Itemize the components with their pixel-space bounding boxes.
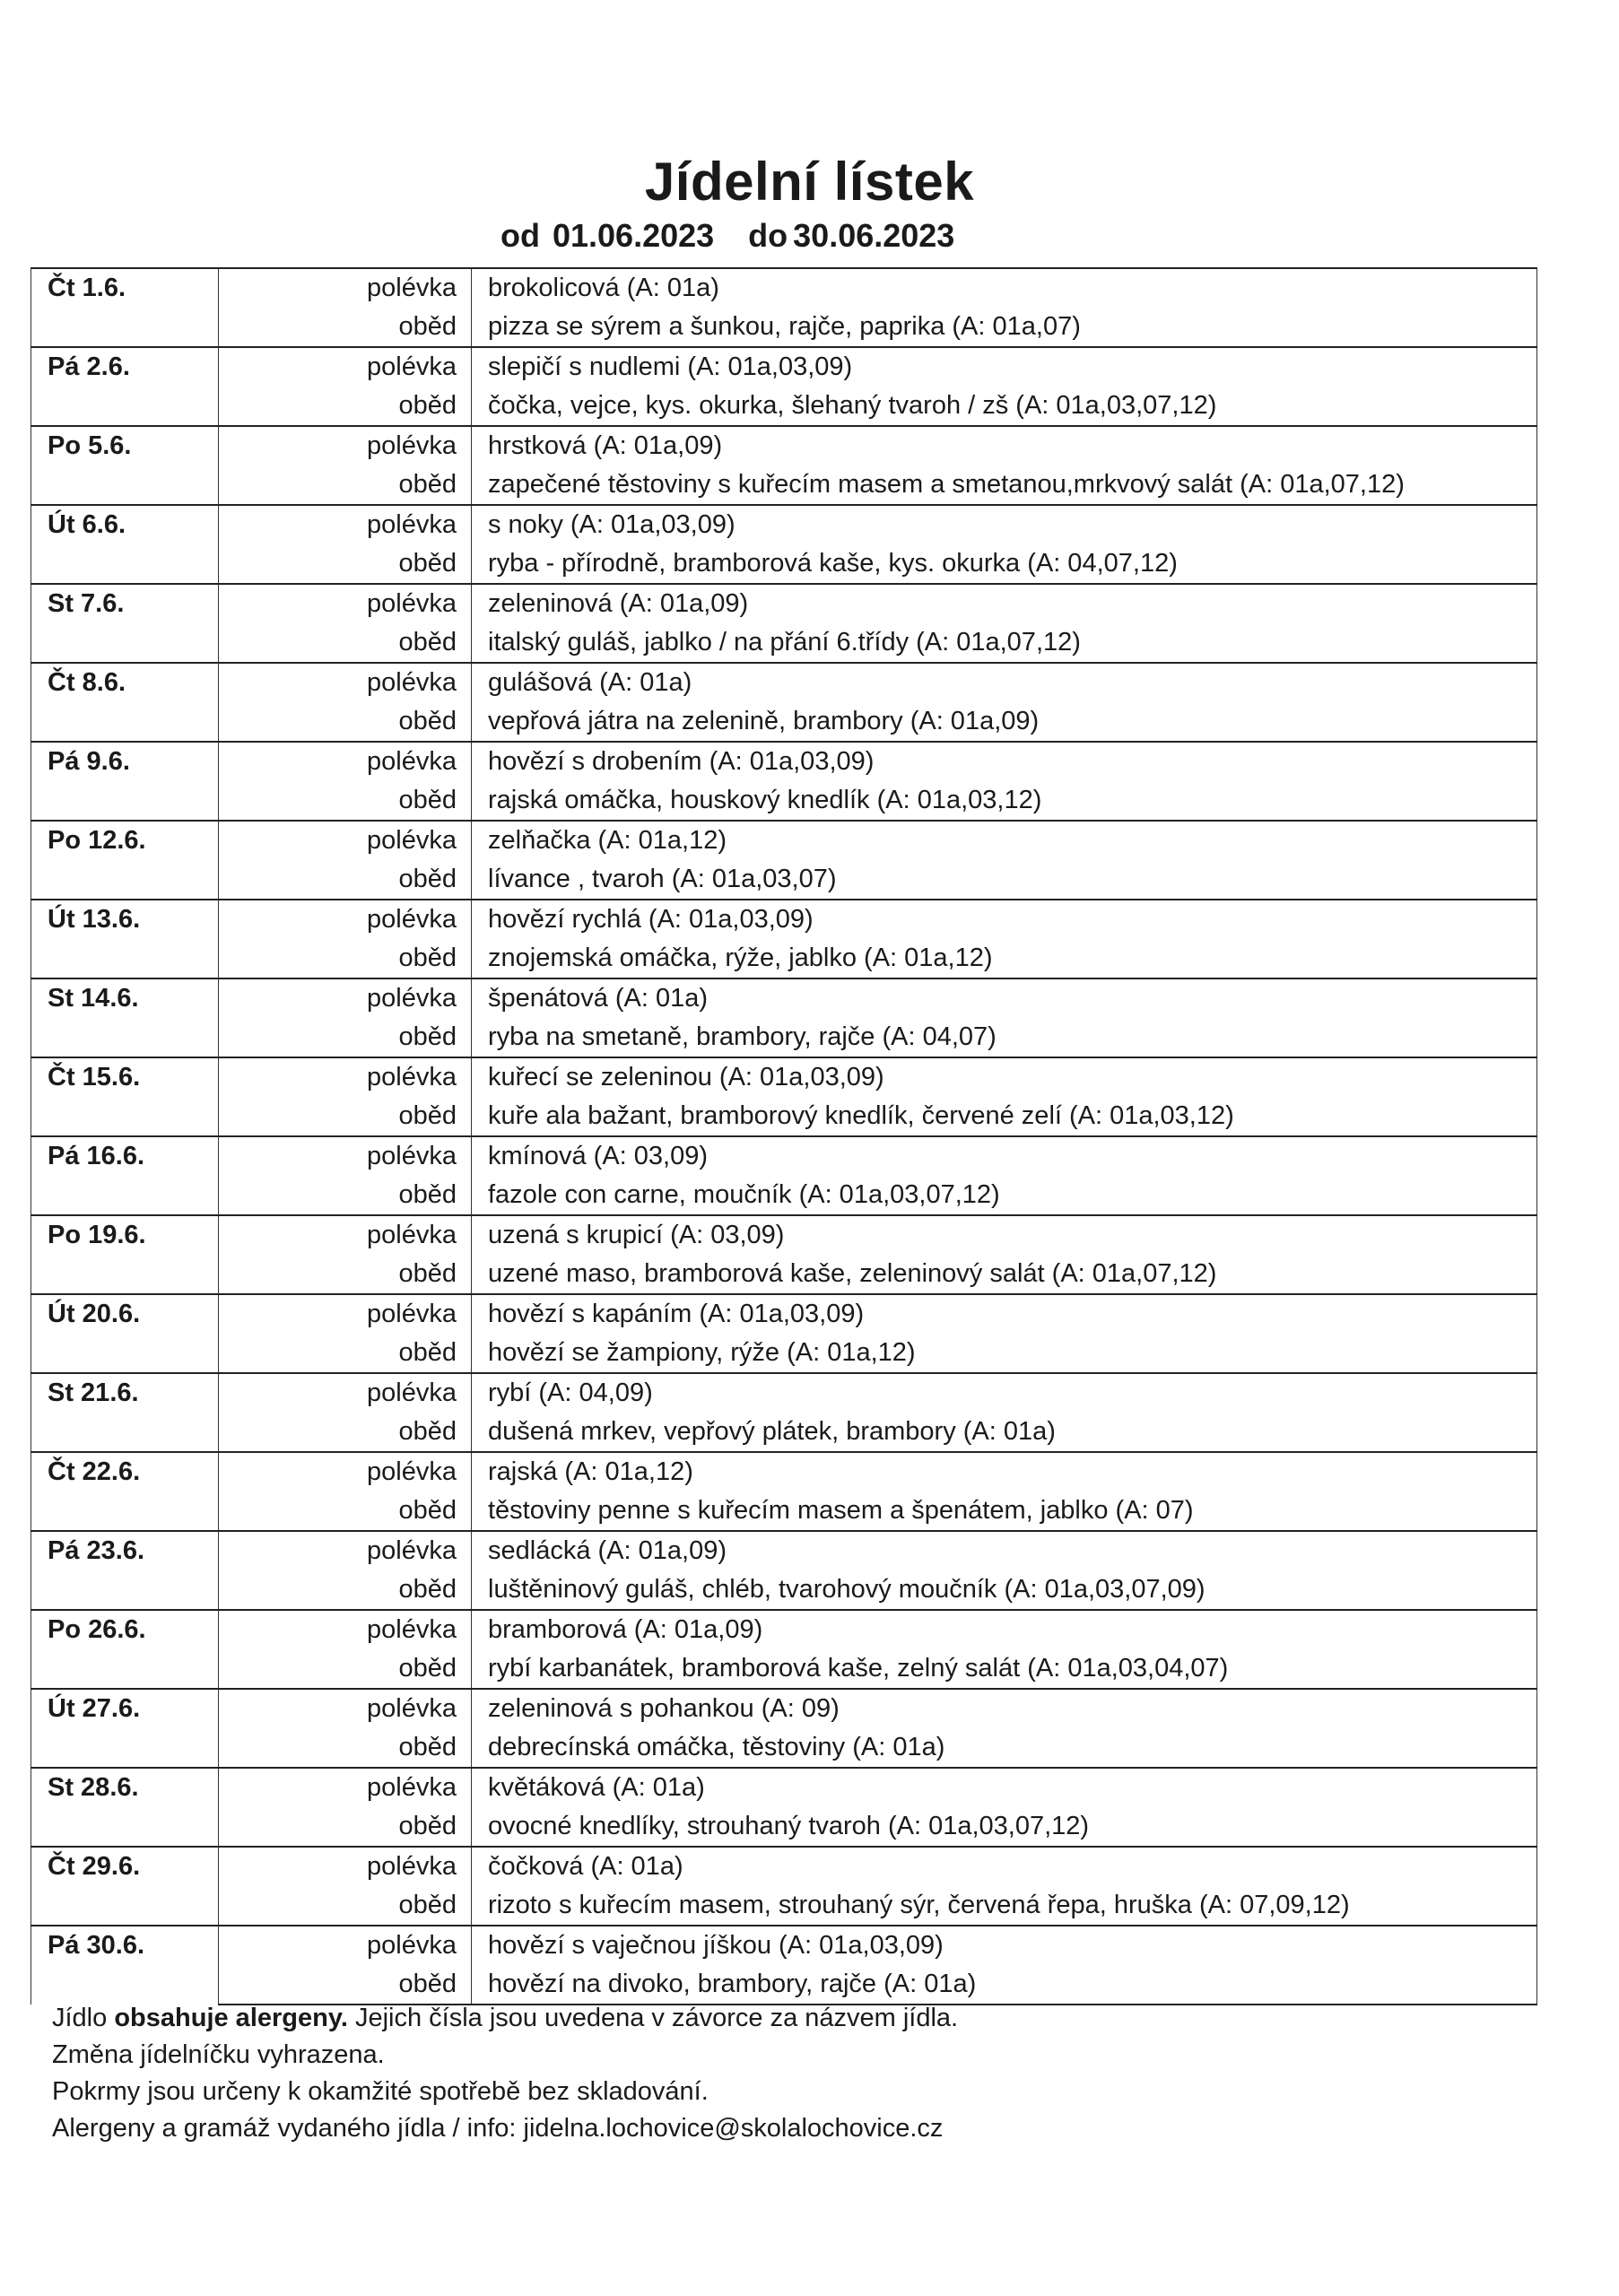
menu-row-lunch	[31, 1570, 1537, 1610]
menu-row-lunch	[31, 1334, 1537, 1373]
menu-row-lunch	[31, 1176, 1537, 1215]
day-cell: Po 26.6.	[31, 1610, 219, 1689]
lunch-dish: hovězí se žampiony, rýže (A: 01a,12)	[472, 1334, 1537, 1373]
menu-row-soup	[31, 505, 1537, 544]
notes	[52, 2000, 958, 2147]
soup-label: polévka	[219, 1768, 472, 1807]
lunch-label: oběd	[219, 544, 472, 584]
day-cell: St 21.6.	[31, 1373, 219, 1452]
note-allergens-end: Jejich čísla jsou uvedena v závorce za názvem jídla.	[354, 2004, 959, 2032]
soup-label: polévka	[219, 1610, 472, 1649]
menu-row-soup	[31, 584, 1537, 623]
lunch-dish: luštěninový guláš, chléb, tvarohový moučník (A: 01a,03,07,09)	[472, 1570, 1537, 1610]
soup-label: polévka	[219, 978, 472, 1018]
lunch-dish: zapečené těstoviny s kuřecím masem a smetanou,mrkvový salát (A: 01a,07,12)	[472, 465, 1537, 505]
to-date: 30.06.2023	[793, 217, 955, 254]
soup-dish: kuřecí se zeleninou (A: 01a,03,09)	[472, 1057, 1537, 1097]
lunch-label: oběd	[219, 702, 472, 742]
soup-label: polévka	[219, 1057, 472, 1097]
menu-row-lunch	[31, 1255, 1537, 1294]
lunch-dish: kuře ala bažant, bramborový knedlík, červené zelí (A: 01a,03,12)	[472, 1097, 1537, 1136]
menu-table-body	[31, 268, 1537, 2005]
day-cell: Pá 16.6.	[31, 1136, 219, 1215]
soup-dish: brokolicová (A: 01a)	[472, 268, 1537, 308]
menu-table	[30, 267, 1537, 2005]
menu-row-soup	[31, 1057, 1537, 1097]
day-cell: St 7.6.	[31, 584, 219, 663]
menu-row-lunch	[31, 544, 1537, 584]
menu-row-soup	[31, 821, 1537, 860]
soup-label: polévka	[219, 1452, 472, 1492]
lunch-label: oběd	[219, 1649, 472, 1689]
lunch-label: oběd	[219, 465, 472, 505]
lunch-dish: pizza se sýrem a šunkou, rajče, paprika (A: 01a,07)	[472, 308, 1537, 347]
soup-label: polévka	[219, 426, 472, 465]
soup-label: polévka	[219, 1373, 472, 1413]
day-cell: Po 12.6.	[31, 821, 219, 900]
soup-label: polévka	[219, 1689, 472, 1728]
soup-dish: zeleninová s pohankou (A: 09)	[472, 1689, 1537, 1728]
menu-row-lunch	[31, 1097, 1537, 1136]
soup-label: polévka	[219, 1926, 472, 1965]
lunch-label: oběd	[219, 939, 472, 978]
note-contact: Alergeny a gramáž vydaného jídla / info: jidelna.lochovice@skolalochovice.cz	[52, 2114, 944, 2143]
soup-label: polévka	[219, 505, 472, 544]
soup-dish: bramborová (A: 01a,09)	[472, 1610, 1537, 1649]
lunch-dish: hovězí na divoko, brambory, rajče (A: 01a)	[472, 1965, 1537, 2005]
menu-row-soup	[31, 1531, 1537, 1570]
soup-dish: špenátová (A: 01a)	[472, 978, 1537, 1018]
menu-row-lunch	[31, 939, 1537, 978]
lunch-label: oběd	[219, 860, 472, 900]
soup-dish: květáková (A: 01a)	[472, 1768, 1537, 1807]
lunch-dish: ovocné knedlíky, strouhaný tvaroh (A: 01a,03,07,12)	[472, 1807, 1537, 1847]
soup-label: polévka	[219, 1294, 472, 1334]
menu-row-lunch	[31, 860, 1537, 900]
lunch-label: oběd	[219, 1176, 472, 1215]
lunch-dish: lívance , tvaroh (A: 01a,03,07)	[472, 860, 1537, 900]
soup-label: polévka	[219, 1136, 472, 1176]
lunch-label: oběd	[219, 1570, 472, 1610]
menu-row-lunch	[31, 308, 1537, 347]
soup-dish: s noky (A: 01a,03,09)	[472, 505, 1537, 544]
menu-row-soup	[31, 1610, 1537, 1649]
day-cell: Pá 9.6.	[31, 742, 219, 821]
lunch-dish: italský guláš, jablko / na přání 6.třídy (A: 01a,07,12)	[472, 623, 1537, 663]
menu-row-soup	[31, 900, 1537, 939]
menu-row-soup	[31, 663, 1537, 702]
menu-row-lunch	[31, 1965, 1537, 2005]
soup-label: polévka	[219, 268, 472, 308]
lunch-dish: fazole con carne, moučník (A: 01a,03,07,12)	[472, 1176, 1537, 1215]
lunch-dish: rizoto s kuřecím masem, strouhaný sýr, červená řepa, hruška (A: 07,09,12)	[472, 1886, 1537, 1926]
lunch-dish: čočka, vejce, kys. okurka, šlehaný tvaroh / zš (A: 01a,03,07,12)	[472, 387, 1537, 426]
menu-row-lunch	[31, 781, 1537, 821]
menu-row-soup	[31, 268, 1537, 308]
note-allergens-start: Jídlo	[52, 2004, 108, 2032]
soup-dish: hrstková (A: 01a,09)	[472, 426, 1537, 465]
note-allergens	[52, 2000, 958, 2037]
menu-row-lunch	[31, 1492, 1537, 1531]
soup-label: polévka	[219, 663, 472, 702]
lunch-label: oběd	[219, 308, 472, 347]
menu-row-lunch	[31, 1018, 1537, 1057]
soup-dish: hovězí rychlá (A: 01a,03,09)	[472, 900, 1537, 939]
soup-dish: zeleninová (A: 01a,09)	[472, 584, 1537, 623]
soup-label: polévka	[219, 584, 472, 623]
lunch-dish: rajská omáčka, houskový knedlík (A: 01a,03,12)	[472, 781, 1537, 821]
menu-row-soup	[31, 742, 1537, 781]
lunch-dish: vepřová játra na zelenině, brambory (A: 01a,09)	[472, 702, 1537, 742]
lunch-label: oběd	[219, 1255, 472, 1294]
day-cell: Út 27.6.	[31, 1689, 219, 1768]
soup-dish: hovězí s kapáním (A: 01a,03,09)	[472, 1294, 1537, 1334]
soup-dish: uzená s krupicí (A: 03,09)	[472, 1215, 1537, 1255]
day-cell: Čt 15.6.	[31, 1057, 219, 1136]
soup-label: polévka	[219, 1215, 472, 1255]
day-cell: Čt 1.6.	[31, 268, 219, 347]
page-title: Jídelní lístek	[644, 152, 975, 212]
day-cell: Út 13.6.	[31, 900, 219, 978]
date-range	[500, 217, 954, 255]
soup-dish: hovězí s drobením (A: 01a,03,09)	[472, 742, 1537, 781]
lunch-dish: rybí karbanátek, bramborová kaše, zelný salát (A: 01a,03,04,07)	[472, 1649, 1537, 1689]
lunch-label: oběd	[219, 781, 472, 821]
day-cell: Pá 2.6.	[31, 347, 219, 426]
lunch-label: oběd	[219, 1097, 472, 1136]
soup-label: polévka	[219, 742, 472, 781]
from-label: od	[500, 217, 540, 254]
soup-dish: rybí (A: 04,09)	[472, 1373, 1537, 1413]
soup-dish: hovězí s vaječnou jíškou (A: 01a,03,09)	[472, 1926, 1537, 1965]
note-consumption: Pokrmy jsou určeny k okamžité spotřebě bez skladování.	[52, 2077, 709, 2106]
lunch-dish: ryba - přírodně, bramborová kaše, kys. okurka (A: 04,07,12)	[472, 544, 1537, 584]
lunch-label: oběd	[219, 1018, 472, 1057]
day-cell: Po 19.6.	[31, 1215, 219, 1294]
menu-row-lunch	[31, 465, 1537, 505]
menu-row-lunch	[31, 1886, 1537, 1926]
menu-row-soup	[31, 1294, 1537, 1334]
lunch-label: oběd	[219, 1886, 472, 1926]
day-cell: Čt 22.6.	[31, 1452, 219, 1531]
soup-label: polévka	[219, 900, 472, 939]
lunch-label: oběd	[219, 1413, 472, 1452]
lunch-dish: ryba na smetaně, brambory, rajče (A: 04,07)	[472, 1018, 1537, 1057]
menu-row-soup	[31, 426, 1537, 465]
day-cell: St 28.6.	[31, 1768, 219, 1847]
lunch-label: oběd	[219, 1492, 472, 1531]
menu-row-lunch	[31, 1649, 1537, 1689]
day-cell: Pá 23.6.	[31, 1531, 219, 1610]
menu-row-soup	[31, 1136, 1537, 1176]
menu-row-soup	[31, 1847, 1537, 1886]
menu-row-soup	[31, 978, 1537, 1018]
lunch-label: oběd	[219, 1807, 472, 1847]
lunch-dish: těstoviny penne s kuřecím masem a špenátem, jablko (A: 07)	[472, 1492, 1537, 1531]
menu-row-lunch	[31, 1807, 1537, 1847]
day-cell: St 14.6.	[31, 978, 219, 1057]
menu-row-soup	[31, 347, 1537, 387]
lunch-label: oběd	[219, 623, 472, 663]
day-cell: Čt 8.6.	[31, 663, 219, 742]
menu-row-lunch	[31, 702, 1537, 742]
menu-row-lunch	[31, 623, 1537, 663]
soup-dish: gulášová (A: 01a)	[472, 663, 1537, 702]
menu-row-soup	[31, 1373, 1537, 1413]
menu-row-lunch	[31, 387, 1537, 426]
lunch-label: oběd	[219, 387, 472, 426]
menu-row-soup	[31, 1689, 1537, 1728]
day-cell: Čt 29.6.	[31, 1847, 219, 1926]
note-change: Změna jídelníčku vyhrazena.	[52, 2040, 385, 2069]
soup-dish: rajská (A: 01a,12)	[472, 1452, 1537, 1492]
lunch-dish: uzené maso, bramborová kaše, zeleninový salát (A: 01a,07,12)	[472, 1255, 1537, 1294]
soup-dish: sedlácká (A: 01a,09)	[472, 1531, 1537, 1570]
day-cell: Út 6.6.	[31, 505, 219, 584]
from-date: 01.06.2023	[552, 217, 715, 254]
soup-dish: kmínová (A: 03,09)	[472, 1136, 1537, 1176]
soup-label: polévka	[219, 347, 472, 387]
menu-row-soup	[31, 1215, 1537, 1255]
day-cell: Pá 30.6.	[31, 1926, 219, 2005]
note-allergens-bold: obsahuje alergeny.	[114, 2004, 348, 2032]
lunch-label: oběd	[219, 1965, 472, 2005]
menu-row-soup	[31, 1452, 1537, 1492]
day-cell: Út 20.6.	[31, 1294, 219, 1373]
soup-label: polévka	[219, 821, 472, 860]
menu-row-soup	[31, 1768, 1537, 1807]
soup-dish: čočková (A: 01a)	[472, 1847, 1537, 1886]
soup-dish: zelňačka (A: 01a,12)	[472, 821, 1537, 860]
menu-row-lunch	[31, 1413, 1537, 1452]
day-cell: Po 5.6.	[31, 426, 219, 505]
menu-row-soup	[31, 1926, 1537, 1965]
soup-label: polévka	[219, 1847, 472, 1886]
lunch-dish: znojemská omáčka, rýže, jablko (A: 01a,12)	[472, 939, 1537, 978]
soup-dish: slepičí s nudlemi (A: 01a,03,09)	[472, 347, 1537, 387]
lunch-label: oběd	[219, 1334, 472, 1373]
lunch-dish: dušená mrkev, vepřový plátek, brambory (A: 01a)	[472, 1413, 1537, 1452]
lunch-dish: debrecínská omáčka, těstoviny (A: 01a)	[472, 1728, 1537, 1768]
to-label: do	[748, 217, 788, 254]
lunch-label: oběd	[219, 1728, 472, 1768]
soup-label: polévka	[219, 1531, 472, 1570]
menu-row-lunch	[31, 1728, 1537, 1768]
